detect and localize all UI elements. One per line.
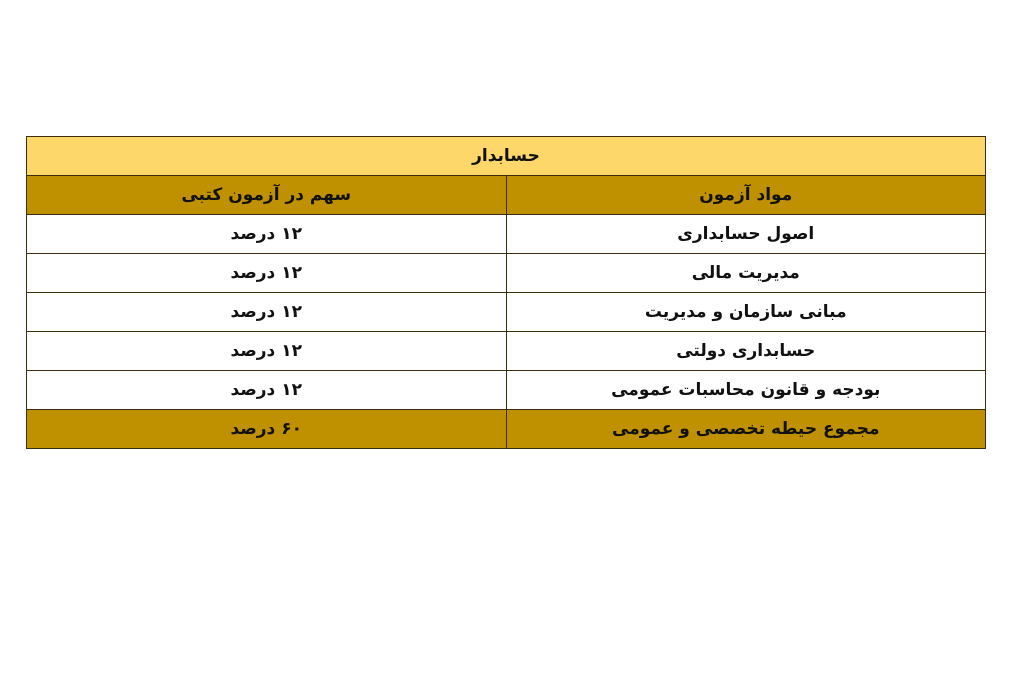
table-row xyxy=(27,293,986,332)
table-row xyxy=(27,215,986,254)
row-share: ۱۲ درصد xyxy=(27,332,507,371)
exam-share-table xyxy=(26,136,986,449)
header-share: سهم در آزمون کتبی xyxy=(27,176,507,215)
row-share: ۱۲ درصد xyxy=(27,293,507,332)
row-subject: مبانی سازمان و مدیریت xyxy=(506,293,986,332)
row-subject: حسابداری دولتی xyxy=(506,332,986,371)
total-share: ۶۰ درصد xyxy=(27,410,507,449)
table-row xyxy=(27,371,986,410)
table-row xyxy=(27,254,986,293)
table-header-row xyxy=(27,176,986,215)
total-subject: مجموع حیطه تخصصی و عمومی xyxy=(506,410,986,449)
row-share: ۱۲ درصد xyxy=(27,215,507,254)
table-title-row xyxy=(27,137,986,176)
header-subject: مواد آزمون xyxy=(506,176,986,215)
row-share: ۱۲ درصد xyxy=(27,371,507,410)
table-row xyxy=(27,332,986,371)
row-share: ۱۲ درصد xyxy=(27,254,507,293)
row-subject: بودجه و قانون محاسبات عمومی xyxy=(506,371,986,410)
row-subject: اصول حسابداری xyxy=(506,215,986,254)
table-title: حسابدار xyxy=(27,137,986,176)
row-subject: مدیریت مالی xyxy=(506,254,986,293)
exam-table-container xyxy=(26,136,986,449)
table-total-row xyxy=(27,410,986,449)
